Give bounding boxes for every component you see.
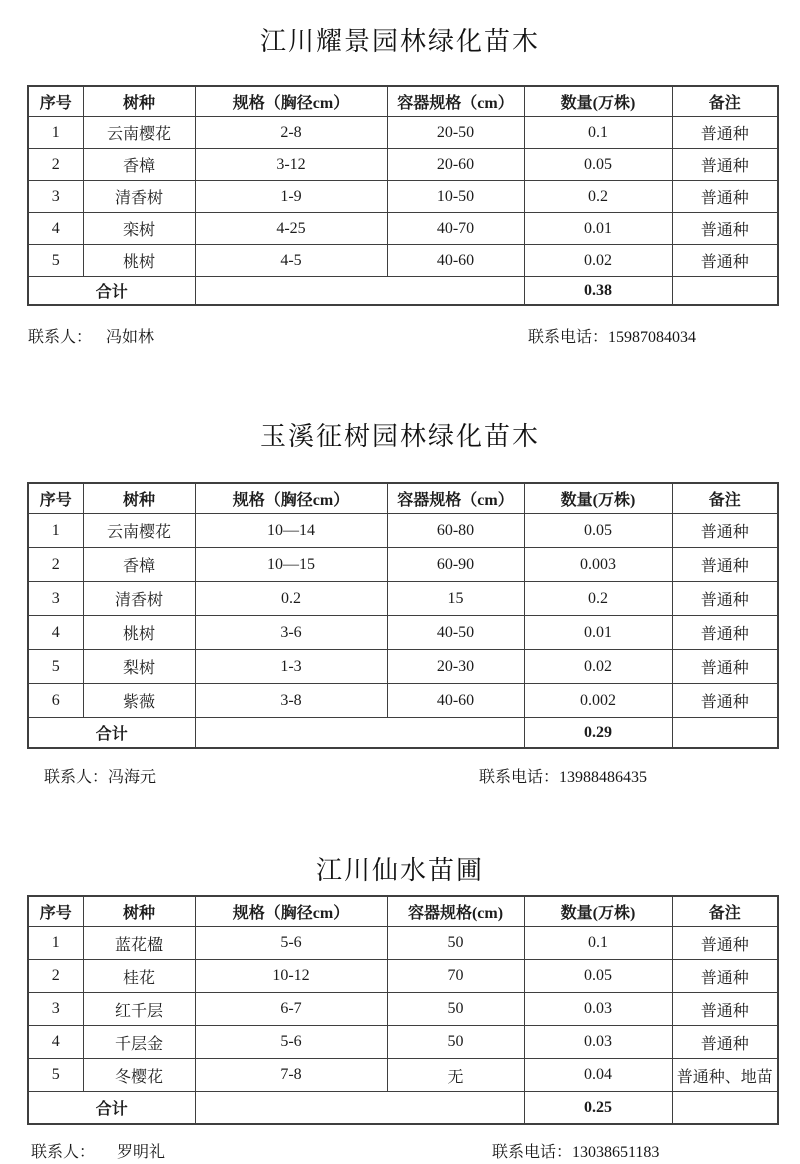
table-cell: 60-90 <box>387 548 524 582</box>
table-cell: 2 <box>28 960 83 993</box>
total-quantity-value: 0.29 <box>524 718 672 749</box>
table-row <box>28 993 778 1026</box>
table-cell: 0.2 <box>524 181 672 213</box>
table-cell: 普通种 <box>672 149 778 181</box>
table-row <box>28 1059 778 1092</box>
table-cell: 0.1 <box>524 927 672 960</box>
contact-line <box>0 327 800 349</box>
table-cell: 清香树 <box>83 181 195 213</box>
table-cell: 5 <box>28 245 83 277</box>
table-cell: 香樟 <box>83 149 195 181</box>
table-cell: 70 <box>387 960 524 993</box>
total-row <box>28 718 778 749</box>
column-header: 序号 <box>28 483 83 514</box>
table-cell: 1 <box>28 927 83 960</box>
table-cell: 6 <box>28 684 83 718</box>
nursery-section-jiangchuan-xianshui <box>0 853 800 1164</box>
table-cell: 3-6 <box>195 616 387 650</box>
table-cell: 5 <box>28 1059 83 1092</box>
contact-person-label: 联系人： <box>44 769 109 786</box>
contact-person-label: 联系人： <box>31 1144 96 1161</box>
header-row <box>28 86 778 117</box>
table-cell: 普通种 <box>672 616 778 650</box>
table-cell: 10—15 <box>195 548 387 582</box>
table-row <box>28 514 778 548</box>
table-cell: 普通种 <box>672 213 778 245</box>
nursery-table <box>27 895 779 1125</box>
column-header: 序号 <box>28 86 83 117</box>
table-cell: 0.05 <box>524 514 672 548</box>
table-row <box>28 181 778 213</box>
column-header: 规格（胸径cm） <box>195 896 387 927</box>
contact-person-name: 冯如林 <box>106 329 155 346</box>
table-cell: 0.05 <box>524 149 672 181</box>
nursery-section-jiangchuan-yaojing <box>0 0 800 349</box>
total-row <box>28 277 778 306</box>
column-header: 树种 <box>83 896 195 927</box>
table-cell: 4-5 <box>195 245 387 277</box>
table-cell: 3 <box>28 582 83 616</box>
contact-phone <box>528 327 696 349</box>
table-cell: 7-8 <box>195 1059 387 1092</box>
table-cell: 20-60 <box>387 149 524 181</box>
table-row <box>28 245 778 277</box>
table-cell: 普通种 <box>672 960 778 993</box>
column-header: 备注 <box>672 483 778 514</box>
nursery-table <box>27 85 779 306</box>
contact-line <box>0 767 800 789</box>
total-remark-empty-cell <box>672 718 778 749</box>
table-cell: 云南樱花 <box>83 117 195 149</box>
table-cell: 普通种 <box>672 582 778 616</box>
table-cell: 0.2 <box>524 582 672 616</box>
table-row <box>28 582 778 616</box>
table-cell: 1 <box>28 117 83 149</box>
nursery-section-yuxi-zhengshu <box>0 419 800 789</box>
table-cell: 3 <box>28 181 83 213</box>
table-cell: 千层金 <box>83 1026 195 1059</box>
table-cell: 云南樱花 <box>83 514 195 548</box>
contact-phone-number: 13988486435 <box>559 769 648 786</box>
contact-phone <box>479 767 647 789</box>
table-cell: 1-9 <box>195 181 387 213</box>
table-cell: 0.02 <box>524 650 672 684</box>
column-header: 容器规格（cm） <box>387 483 524 514</box>
table-cell: 0.02 <box>524 245 672 277</box>
table-cell: 桃树 <box>83 616 195 650</box>
total-row <box>28 1092 778 1125</box>
section-title: 江川耀景园林绿化苗木 <box>259 27 540 56</box>
column-header: 数量(万株) <box>524 86 672 117</box>
contact-phone-number: 15987084034 <box>608 329 697 346</box>
nursery-table <box>27 482 779 749</box>
table-cell: 红千层 <box>83 993 195 1026</box>
header-row <box>28 896 778 927</box>
contact-phone-label: 联系电话： <box>492 1144 573 1161</box>
total-label: 合计 <box>28 277 195 306</box>
table-cell: 0.01 <box>524 213 672 245</box>
column-header: 数量(万株) <box>524 483 672 514</box>
total-spec-empty-cell <box>195 277 524 306</box>
table-cell: 0.01 <box>524 616 672 650</box>
table-cell: 4 <box>28 1026 83 1059</box>
table-cell: 6-7 <box>195 993 387 1026</box>
table-cell: 1-3 <box>195 650 387 684</box>
table-cell: 4 <box>28 213 83 245</box>
table-cell: 蓝花楹 <box>83 927 195 960</box>
table-cell: 普通种 <box>672 117 778 149</box>
column-header: 规格（胸径cm） <box>195 483 387 514</box>
column-header: 树种 <box>83 483 195 514</box>
contact-person-label: 联系人： <box>28 329 93 346</box>
table-cell: 40-70 <box>387 213 524 245</box>
table-cell: 4 <box>28 616 83 650</box>
contact-phone-label: 联系电话： <box>479 769 560 786</box>
column-header: 容器规格(cm) <box>387 896 524 927</box>
table-cell: 普通种 <box>672 181 778 213</box>
table-row <box>28 650 778 684</box>
contact-phone-number: 13038651183 <box>572 1144 660 1161</box>
table-cell: 0.04 <box>524 1059 672 1092</box>
table-cell: 10—14 <box>195 514 387 548</box>
table-row <box>28 213 778 245</box>
table-cell: 普通种 <box>672 927 778 960</box>
table-row <box>28 117 778 149</box>
table-cell: 3-8 <box>195 684 387 718</box>
table-cell: 桃树 <box>83 245 195 277</box>
table-cell: 3-12 <box>195 149 387 181</box>
total-spec-empty-cell <box>195 718 524 749</box>
table-cell: 清香树 <box>83 582 195 616</box>
table-cell: 2 <box>28 149 83 181</box>
column-header: 数量(万株) <box>524 896 672 927</box>
table-row <box>28 927 778 960</box>
table-cell: 0.003 <box>524 548 672 582</box>
table-cell: 普通种 <box>672 245 778 277</box>
table-cell: 冬樱花 <box>83 1059 195 1092</box>
table-cell: 0.2 <box>195 582 387 616</box>
column-header: 序号 <box>28 896 83 927</box>
table-cell: 5 <box>28 650 83 684</box>
table-cell: 5-6 <box>195 927 387 960</box>
table-cell: 0.03 <box>524 993 672 1026</box>
table-cell: 1 <box>28 514 83 548</box>
table-cell: 香樟 <box>83 548 195 582</box>
table-cell: 0.002 <box>524 684 672 718</box>
table-row <box>28 149 778 181</box>
table-cell: 紫薇 <box>83 684 195 718</box>
table-cell: 0.03 <box>524 1026 672 1059</box>
column-header: 备注 <box>672 86 778 117</box>
table-cell: 梨树 <box>83 650 195 684</box>
total-label: 合计 <box>28 718 195 749</box>
table-row <box>28 1026 778 1059</box>
column-header: 容器规格（cm） <box>387 86 524 117</box>
column-header: 规格（胸径cm） <box>195 86 387 117</box>
total-label: 合计 <box>28 1092 195 1125</box>
table-cell: 50 <box>387 993 524 1026</box>
table-cell: 50 <box>387 1026 524 1059</box>
table-cell: 无 <box>387 1059 524 1092</box>
table-cell: 3 <box>28 993 83 1026</box>
table-cell: 10-50 <box>387 181 524 213</box>
contact-phone <box>492 1142 659 1164</box>
table-cell: 5-6 <box>195 1026 387 1059</box>
table-cell: 0.05 <box>524 960 672 993</box>
contact-person-name: 罗明礼 <box>117 1144 166 1161</box>
header-row <box>28 483 778 514</box>
table-cell: 普通种 <box>672 993 778 1026</box>
total-remark-empty-cell <box>672 277 778 306</box>
section-title: 江川仙水苗圃 <box>315 856 484 885</box>
table-cell: 桂花 <box>83 960 195 993</box>
table-cell: 40-50 <box>387 616 524 650</box>
table-cell: 15 <box>387 582 524 616</box>
table-row <box>28 616 778 650</box>
total-quantity-value: 0.38 <box>524 277 672 306</box>
table-row <box>28 960 778 993</box>
table-cell: 4-25 <box>195 213 387 245</box>
table-row <box>28 548 778 582</box>
table-cell: 40-60 <box>387 684 524 718</box>
table-cell: 60-80 <box>387 514 524 548</box>
table-cell: 20-30 <box>387 650 524 684</box>
contact-line <box>0 1142 800 1164</box>
table-cell: 普通种、地苗 <box>672 1059 778 1092</box>
table-cell: 2 <box>28 548 83 582</box>
column-header: 备注 <box>672 896 778 927</box>
table-cell: 普通种 <box>672 1026 778 1059</box>
table-cell: 40-60 <box>387 245 524 277</box>
table-cell: 普通种 <box>672 548 778 582</box>
table-row <box>28 684 778 718</box>
section-title: 玉溪征树园林绿化苗木 <box>259 422 540 451</box>
table-cell: 栾树 <box>83 213 195 245</box>
table-cell: 普通种 <box>672 650 778 684</box>
table-cell: 0.1 <box>524 117 672 149</box>
table-cell: 普通种 <box>672 684 778 718</box>
total-quantity-value: 0.25 <box>524 1092 672 1125</box>
table-cell: 2-8 <box>195 117 387 149</box>
total-spec-empty-cell <box>195 1092 524 1125</box>
table-cell: 50 <box>387 927 524 960</box>
total-remark-empty-cell <box>672 1092 778 1125</box>
table-cell: 10-12 <box>195 960 387 993</box>
contact-phone-label: 联系电话： <box>528 329 609 346</box>
contact-person-name: 冯海元 <box>108 769 157 786</box>
table-cell: 普通种 <box>672 514 778 548</box>
table-cell: 20-50 <box>387 117 524 149</box>
column-header: 树种 <box>83 86 195 117</box>
